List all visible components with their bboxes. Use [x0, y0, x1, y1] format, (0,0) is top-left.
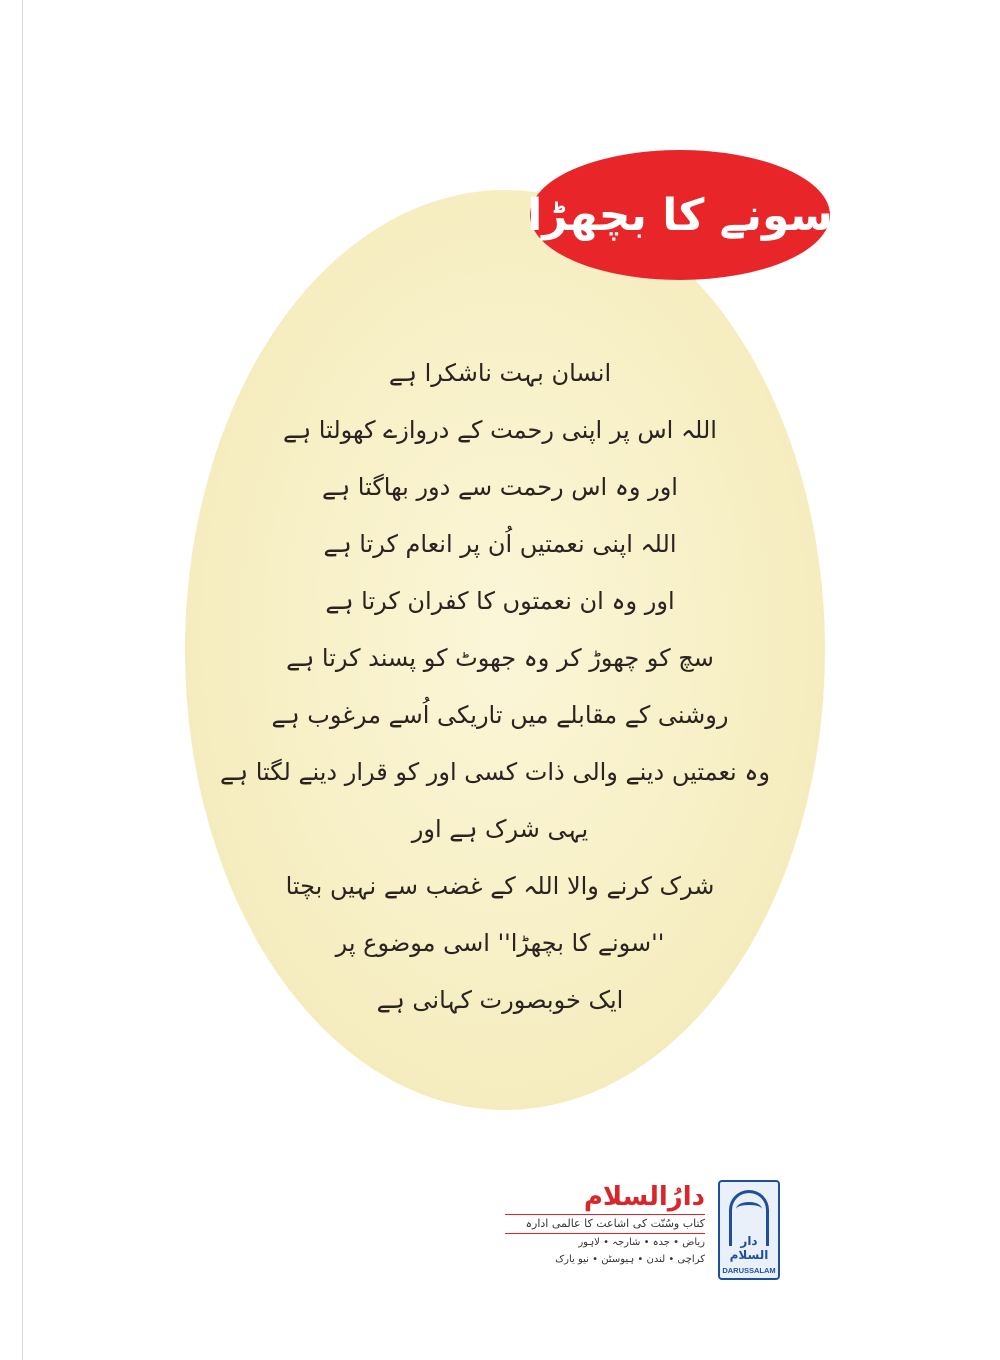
verse-line: اور وہ اس رحمت سے دور بھاگتا ہے	[322, 473, 678, 501]
logo-open-book-shape	[736, 1202, 762, 1216]
logo-latin-text: DARUSSALAM	[722, 1266, 776, 1275]
logo-script-text: دار السلام	[729, 1234, 769, 1262]
verse-line: اللہ اپنی نعمتیں اُن پر انعام کرتا ہے	[323, 530, 677, 558]
verse-line: یہی شرک ہے اور	[411, 815, 589, 843]
book-title: سونے کا بچھڑا	[527, 189, 833, 241]
darussalam-logo-icon	[718, 1180, 780, 1280]
blurb-verses	[219, 345, 770, 1029]
verse-line: انسان بہت ناشکرا ہے	[388, 359, 612, 387]
publisher-cities-line-1: ریاض • جدہ • شارجہ • لاہور	[578, 1237, 705, 1248]
verse-line: روشنی کے مقابلے میں تاریکی اُسے مرغوب ہے	[271, 701, 729, 729]
spine-fold-line	[22, 0, 23, 1360]
verse-line: وہ نعمتیں دینے والی ذات کسی اور کو قرار دینے لگتا ہے	[219, 758, 770, 786]
verse-line: شرک کرنے والا اللہ کے غضب سے نہیں بچتا	[285, 872, 715, 900]
verse-line: ایک خوبصورت کہانی ہے	[376, 986, 624, 1014]
publisher-tagline: کتاب وسُنّت کی اشاعت کا عالمی ادارہ	[505, 1214, 705, 1234]
title-badge	[527, 150, 833, 280]
publisher-name: دارُالسلام	[583, 1182, 705, 1212]
publisher-cities-line-2: کراچی • لندن • ہیوسٹن • نیو یارک	[555, 1254, 705, 1265]
verse-line: ''سونے کا بچھڑا'' اسی موضوع پر	[335, 929, 665, 957]
verse-line: اور وہ ان نعمتوں کا کفران کرتا ہے	[325, 587, 675, 615]
publisher-text-block	[505, 1180, 705, 1268]
verse-line: سچ کو چھوڑ کر وہ جھوٹ کو پسند کرتا ہے	[286, 644, 714, 672]
verse-line: اللہ اس پر اپنی رحمت کے دروازے کھولتا ہے	[283, 416, 717, 444]
publisher-footer	[500, 1180, 780, 1290]
